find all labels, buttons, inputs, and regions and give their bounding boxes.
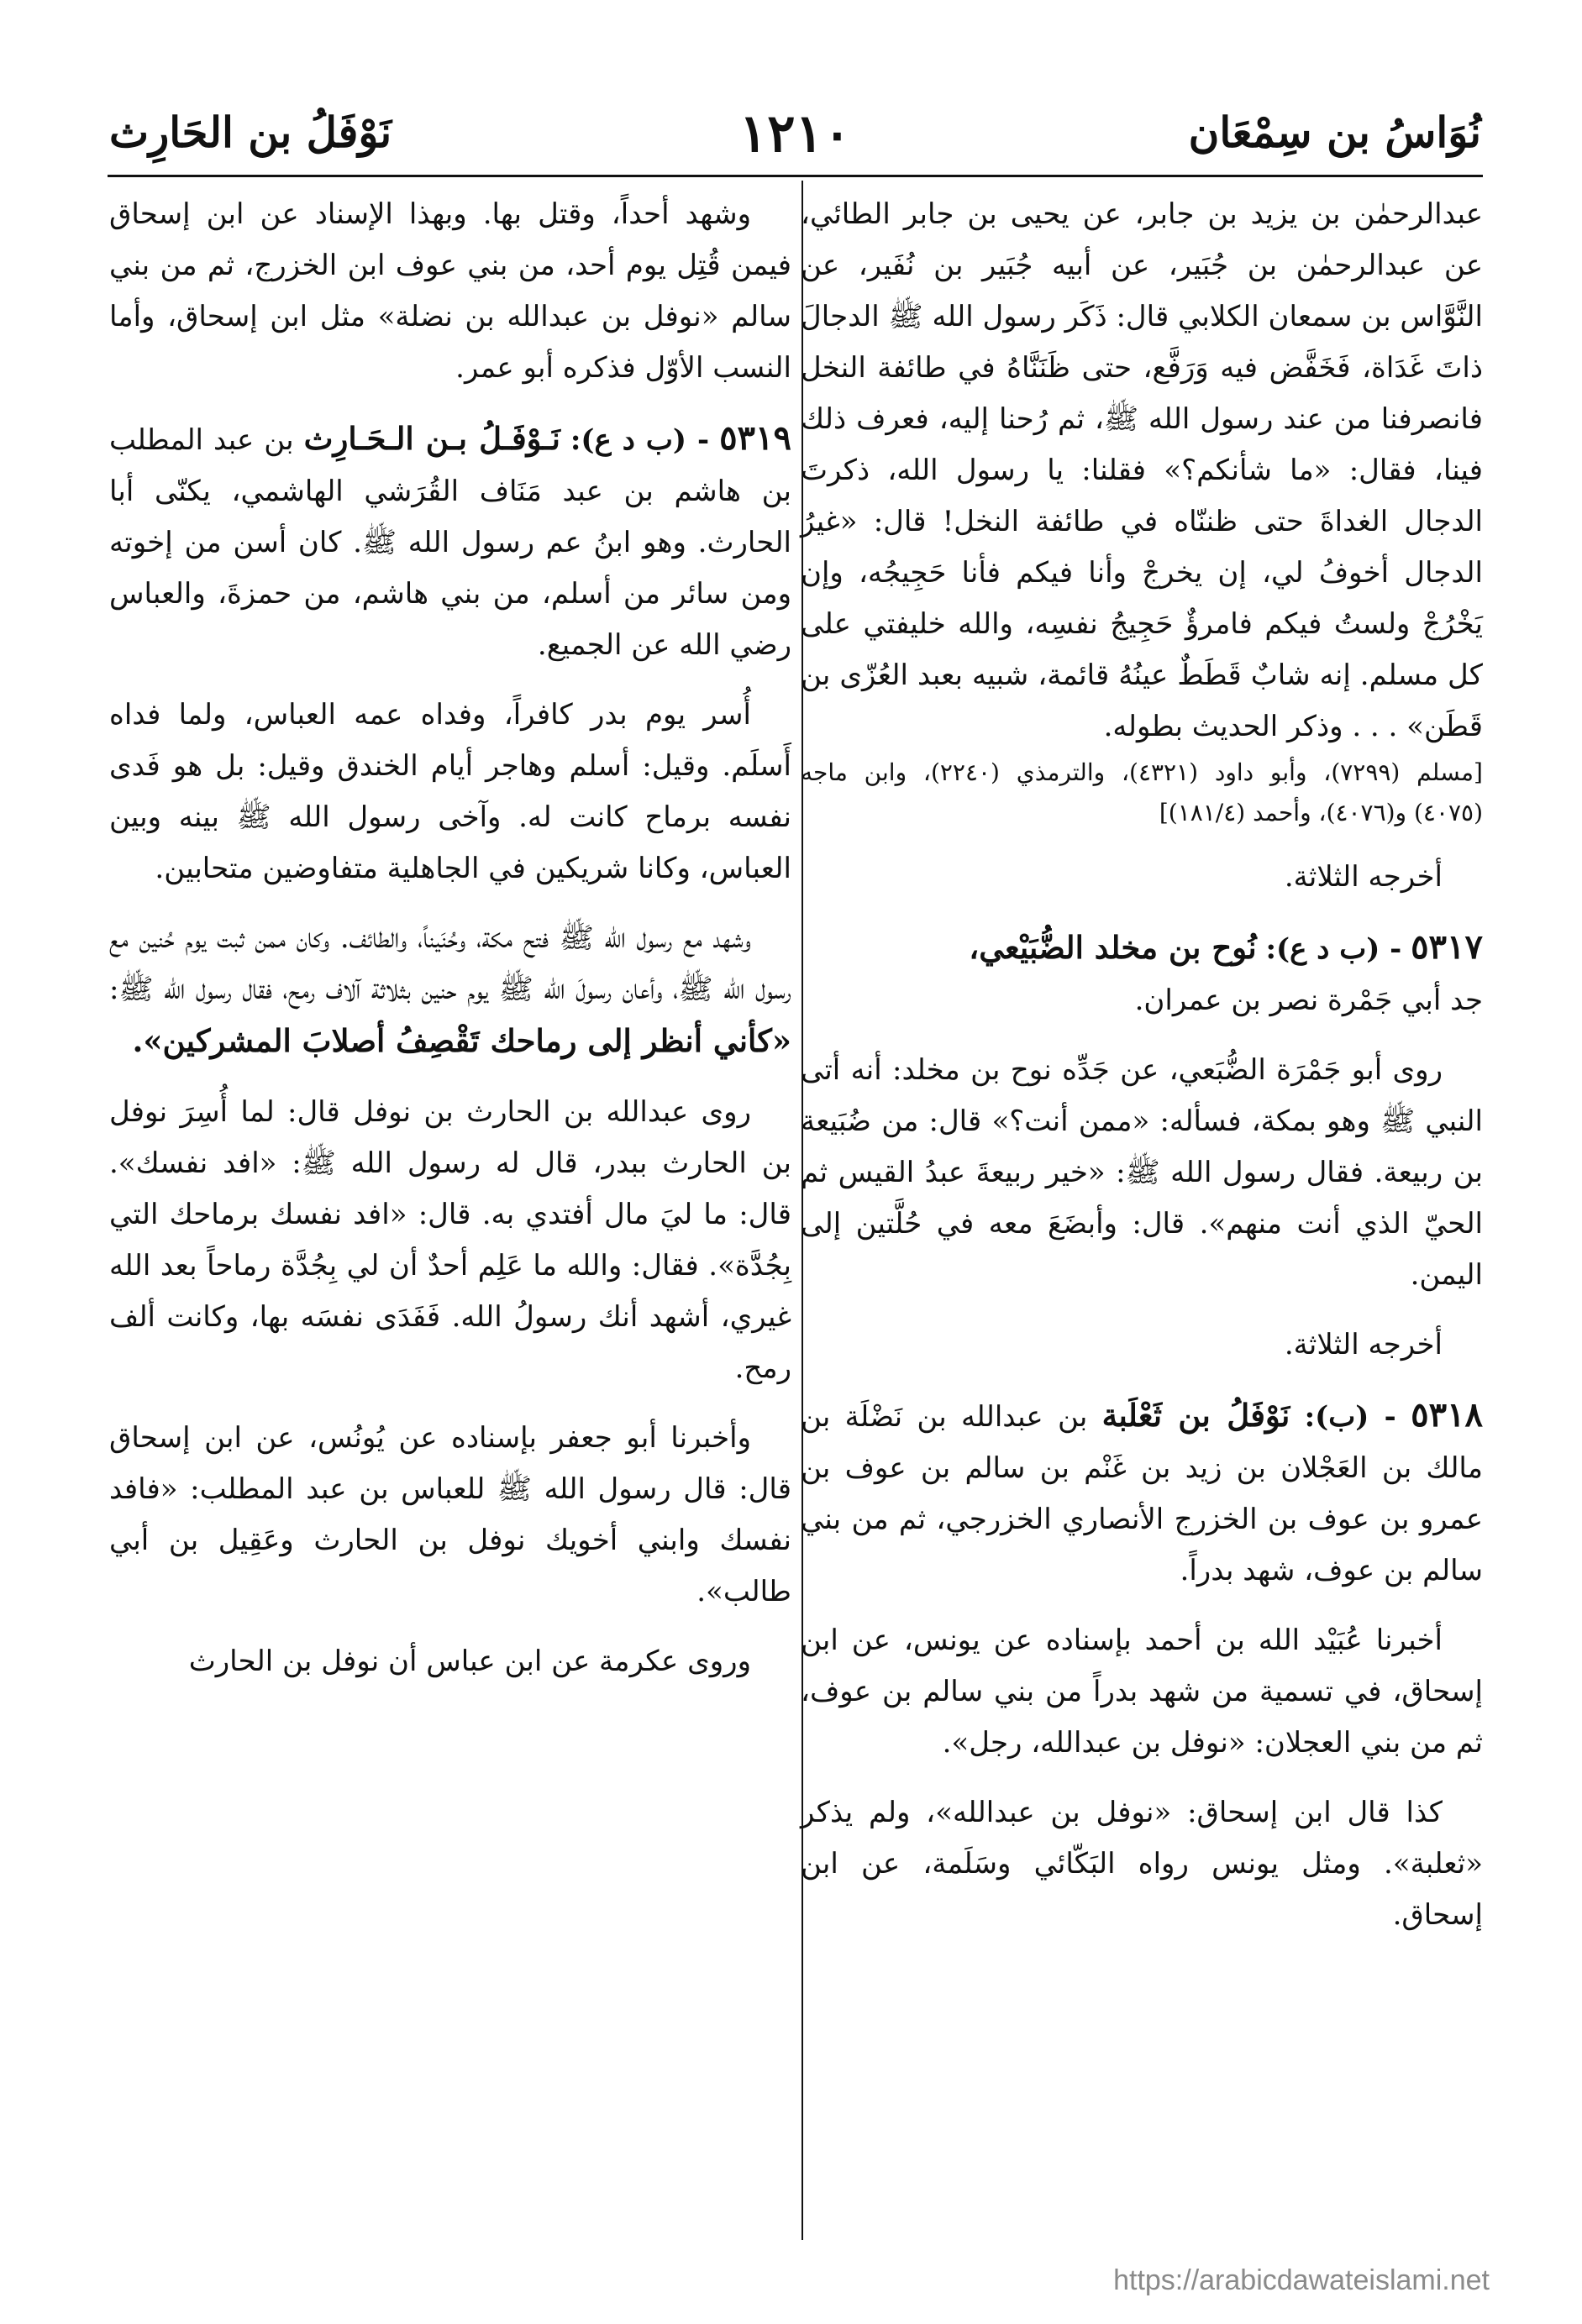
page-number: ١٢١٠ xyxy=(738,102,852,164)
paragraph: وشهد أحداً، وقتل بها. وبهذا الإسناد عن ابن إسحاق فيمن قُتِل يوم أحد، من بني عوف ابن الخزرج، ثم من بني سالم «نوفل بن عبدالله بن نضلة» مثل ابن إسحاق، وأما النسب الأوّل فذكره أبو عمر. xyxy=(109,197,791,385)
paragraph xyxy=(109,913,791,1068)
entry-text: بن عبدالله بن نَضْلَة بن مالك بن العَجْلان بن زيد بن غَنْم بن سالم بن عوف بن عمرو بن عوف بن الخزرج الأنصاري الخزرجي، ثم من بني سالم بن عوف، شهد بدراً. xyxy=(801,1400,1483,1587)
paragraph: أخرجه الثلاثة. xyxy=(1284,1328,1443,1361)
page-header xyxy=(109,102,1481,166)
right-column xyxy=(801,189,1483,1941)
paragraph: روى عبدالله بن الحارث بن نوفل قال: لما أُسِرَ نوفل بن الحارث ببدر، قال له رسول الله ﷺ: «افد نفسك». قال: ما ليَ مال أفتدي به. قال: «افد نفسك برماحك التي بِجُدَّة». فقال: والله ما عَلِم أحدٌ أن لي بِجُدَّة رماحاً بعد الله غيري، أشهد أنك رسولُ الله. فَفَدَى نفسَه بها، وكانت ألف رمح. xyxy=(109,1095,791,1385)
entry-marker: - (ب د ع): xyxy=(570,423,710,457)
paragraph-text: وشهد مع رسول الله ﷺ فتح مكة، وحُنَيناً، والطائف. وكان ممن ثبت يوم حُنين مع رسول الله ﷺ، وأعان رسولَ الله ﷺ يوم حنين بثلاثة آلاف رمح، فقال رسول الله ﷺ: xyxy=(109,921,791,1006)
source-url: https://arabicdawateislami.net xyxy=(1113,2264,1490,2296)
entry-name: نُوح بن مخلد الضُّبَيْعي، xyxy=(969,929,1257,966)
running-head-right: نُوَاسُ بن سِمْعَان xyxy=(1188,108,1481,157)
header-divider xyxy=(108,175,1483,177)
entry-marker: - (ب): xyxy=(1304,1400,1396,1434)
paragraph: أخرجه الثلاثة. xyxy=(1284,860,1443,894)
entry-number: ٥٣١٩ xyxy=(719,418,791,458)
entry-text: بن عبد المطلب بن هاشم بن عبد مَنَاف القُرَشي الهاشمي، يكنّى أبا الحارث. وهو ابنُ عم رسول الله ﷺ. كان أسن من إخوته ومن سائر من أسلم، من بني هاشم، من حمزةَ، والعباس رضي الله عن الجميع. xyxy=(109,423,791,662)
left-column xyxy=(109,189,791,1687)
citation: [مسلم (٧٢٩٩)، وأبو داود (٤٣٢١)، والترمذي (٢٢٤٠)، وابن ماجه (٤٠٧٥) و(٤٠٧٦)، وأحمد (١٨١/٤)] xyxy=(801,758,1483,826)
paragraph: أُسر يوم بدر كافراً، وفداه عمه العباس، ولما فداه أَسلَم. وقيل: أسلم وهاجر أيام الخندق وقيل: بل هو فَدى نفسه برماح كانت له. وآخى رسول الله ﷺ بينه وبين العباس، وكانا شريكين في الجاهلية متفاوضين متحابين. xyxy=(109,698,791,885)
paragraph: وأخبرنا أبو جعفر بإسناده عن يُونُس، عن ابن إسحاق قال: قال رسول الله ﷺ للعباس بن عبد المطلب: «فافد نفسك وابني أخويك نوفل بن الحارث وعَقِيل بن أبي طالب». xyxy=(109,1421,791,1608)
entry-marker: - (ب د ع): xyxy=(1265,932,1402,966)
paragraph: وروى عكرمة عن ابن عباس أن نوفل بن الحارث xyxy=(188,1645,751,1678)
paragraph: عبدالرحمٰن بن يزيد بن جابر، عن يحيى بن جابر الطائي، عن عبدالرحمٰن بن جُبَير، عن أبيه جُبَير بن نُفَير، عن النَّوَّاس بن سمعان الكلابي قال: ذَكَر رسول الله ﷺ الدجالَ ذاتَ غَدَاة، فَخَفَّض فيه وَرَفَّع، حتى ظَنَنَّاهُ في طائفة النخل فانصرفنا من عند رسول الله ﷺ، ثم رُحنا إليه، فعرف ذلك فينا، فقال: «ما شأنكم؟» فقلنا: يا رسول الله، ذكرتَ الدجال الغداةَ حتى ظننّاه في طائفة النخل! قال: «غيرُ الدجال أخوفُ لي، إن يخرجْ وأنا فيكم فأنا حَجِيجُه، وإن يَخْرُجْ ولستُ فيكم فامرؤٌ حَجِيجُ نفسِه، والله خليفتي على كل مسلم. إنه شابٌ قَطَطٌ عينُهُ قائمة، شبيه بعبد العُزّى بن قَطَن» . . . وذكر الحديث بطوله. xyxy=(801,197,1484,743)
entry-heading-5319 xyxy=(109,412,791,671)
entry-heading-5317 xyxy=(801,921,1483,975)
entry-name: نَـوْفَـلُ بـن الـحَـارِث xyxy=(303,420,560,457)
paragraph: روى أبو جَمْرَة الضُّبَعي، عن جَدِّه نوح بن مخلد: أنه أتى النبي ﷺ وهو بمكة، فسأله: «ممن أنت؟» قال: من ضُبَيعة بن ربيعة. فقال رسول الله ﷺ: «خير ربيعةَ عبدُ القيس ثم الحيّ الذي أنت منهم». قال: وأبضَعَ معه في حُلَّتين إلى اليمن. xyxy=(801,1053,1483,1292)
paragraph: أخبرنا عُبَيْد الله بن أحمد بإسناده عن يونس، عن ابن إسحاق، في تسمية من شهد بدراً من بني سالم بن عوف، ثم من بني العجلان: «نوفل بن عبدالله، رجل». xyxy=(801,1624,1483,1760)
paragraph: جد أبي جَمْرة نصر بن عمران. xyxy=(1134,984,1483,1017)
entry-number: ٥٣١٧ xyxy=(1411,927,1483,967)
entry-number: ٥٣١٨ xyxy=(1411,1395,1484,1435)
entry-name: نَوْفَلُ بن ثَعْلَبة xyxy=(1101,1397,1290,1434)
paragraph: كذا قال ابن إسحاق: «نوفل بن عبدالله»، ولم يذكر «ثعلبة». ومثل يونس رواه البَكّائي وسَلَمة، عن ابن إسحاق. xyxy=(801,1796,1483,1932)
running-head-left: نَوْفَلُ بن الحَارِث xyxy=(109,108,392,157)
entry-heading-5318 xyxy=(801,1389,1483,1597)
hadith-quote: «كأني أنظر إلى رماحك تَقْصِفُ أصلابَ المشركين». xyxy=(132,1022,791,1059)
